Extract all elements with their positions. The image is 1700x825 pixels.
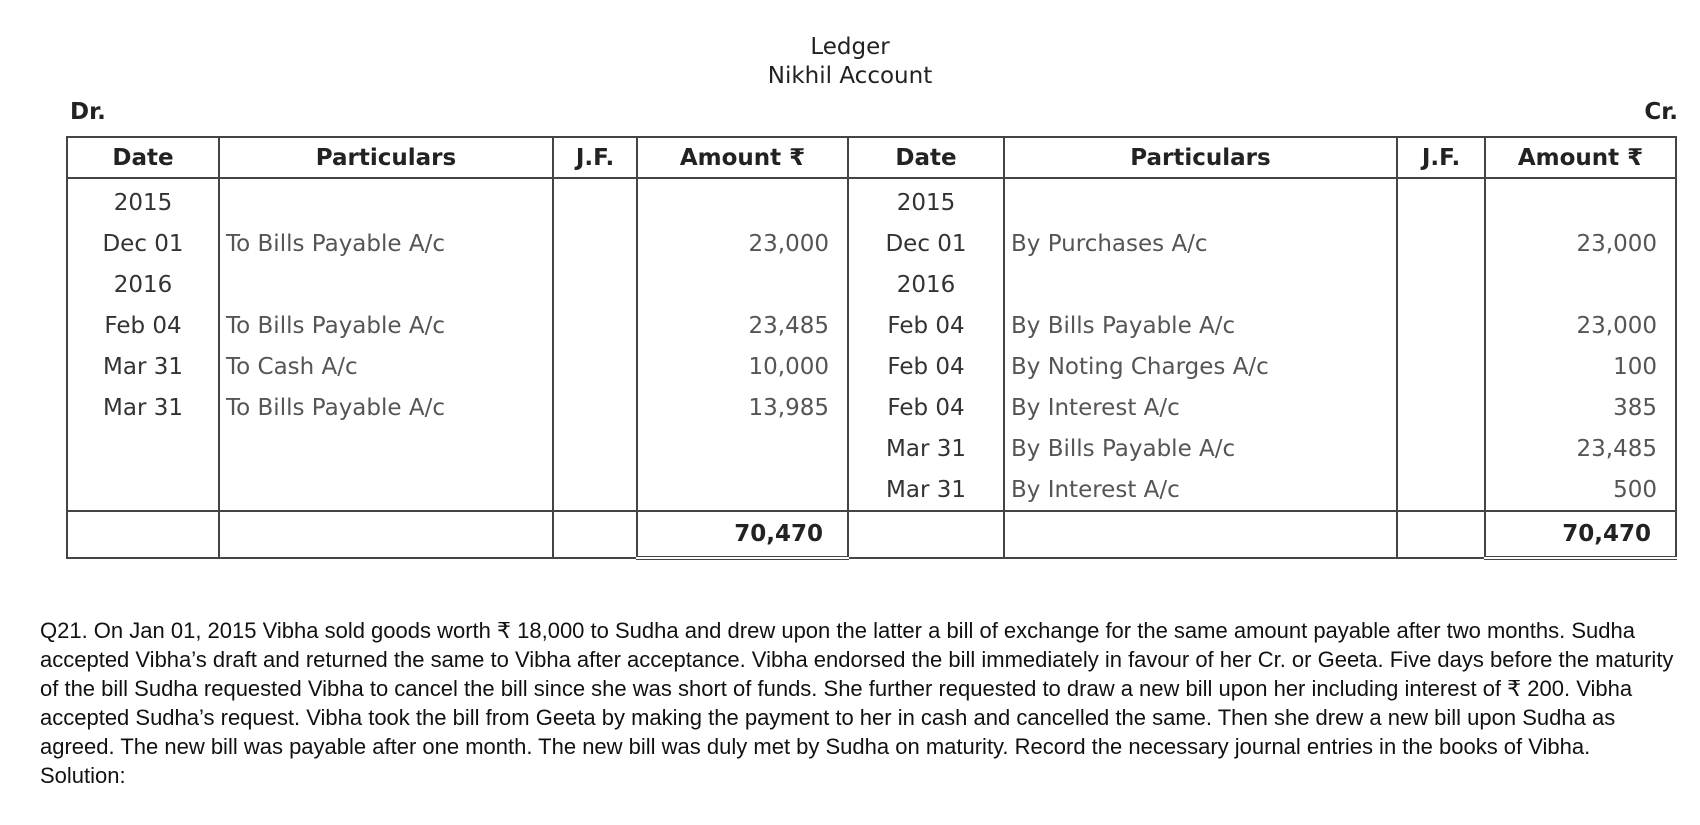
debit-total: 70,470 [637,511,848,558]
cr-amount-cell: 385 [1485,387,1676,428]
cr-date-cell: Mar 31 [848,428,1004,469]
cr-jf-cell [1397,346,1485,387]
dr-jf-cell [553,469,637,511]
dr-particulars-cell: To Bills Payable A/c [219,223,553,264]
cr-date-cell: Mar 31 [848,469,1004,511]
dr-particulars-cell [219,469,553,511]
cr-jf-cell [1397,305,1485,346]
dr-particulars-cell [219,178,553,223]
dr-amount-cell: 23,000 [637,223,848,264]
cr-particulars-cell: By Noting Charges A/c [1004,346,1397,387]
dr-amount-cell: 23,485 [637,305,848,346]
cr-particulars-cell: By Interest A/c [1004,387,1397,428]
dr-jf-cell [553,305,637,346]
ledger-row [67,346,1676,387]
cr-date-cell: Feb 04 [848,305,1004,346]
cr-date-cell: 2016 [848,264,1004,305]
cr-particulars-cell [1004,264,1397,305]
cr-amount-cell: 23,000 [1485,223,1676,264]
total-cell-empty [1397,511,1485,558]
column-header-cr-jf: J.F. [1397,137,1485,178]
total-cell-empty [848,511,1004,558]
ledger-title: Ledger [810,34,890,60]
cr-date-cell: Feb 04 [848,346,1004,387]
cr-amount-cell: 23,485 [1485,428,1676,469]
credit-side-label: Cr. [1644,99,1678,125]
dr-particulars-cell: To Cash A/c [219,346,553,387]
question-block [40,616,1680,790]
cr-particulars-cell: By Purchases A/c [1004,223,1397,264]
dr-date-cell: Mar 31 [67,346,219,387]
cr-date-cell: 2015 [848,178,1004,223]
dr-amount-cell [637,178,848,223]
cr-amount-cell: 500 [1485,469,1676,511]
solution-label: Solution: [40,763,126,788]
dr-jf-cell [553,346,637,387]
dr-jf-cell [553,264,637,305]
dr-date-cell: 2016 [67,264,219,305]
cr-amount-cell: 23,000 [1485,305,1676,346]
ledger-row [67,469,1676,511]
ledger-row [67,387,1676,428]
dr-date-cell: 2015 [67,178,219,223]
ledger-row [67,264,1676,305]
ledger-row [67,428,1676,469]
column-header-dr-date: Date [67,137,219,178]
ledger-row [67,305,1676,346]
cr-jf-cell [1397,178,1485,223]
dr-particulars-cell: To Bills Payable A/c [219,305,553,346]
cr-jf-cell [1397,469,1485,511]
dr-jf-cell [553,387,637,428]
total-cell-empty [1004,511,1397,558]
cr-amount-cell: 100 [1485,346,1676,387]
cr-date-cell: Feb 04 [848,387,1004,428]
dr-date-cell [67,469,219,511]
ledger-row [67,178,1676,223]
cr-amount-cell [1485,264,1676,305]
dr-particulars-cell [219,428,553,469]
cr-jf-cell [1397,264,1485,305]
column-header-dr-amount: Amount ₹ [637,137,848,178]
credit-total: 70,470 [1485,511,1676,558]
cr-amount-cell [1485,178,1676,223]
question-text: Q21. On Jan 01, 2015 Vibha sold goods worth ₹ 18,000 to Sudha and drew upon the latter a bill of exchange for the same amount payable after two months. Sudha accepted Vibha’s draft and returned the same to Vibha after acceptance. Vibha endorsed the bill immediately in favour of her Cr. or Geeta. Five days before the maturity of the bill Sudha requested Vibha to cancel the bill since she was short of funds. She further requested to draw a new bill upon her including interest of ₹ 200. Vibha accepted Sudha’s request. Vibha took the bill from Geeta by making the payment to her in cash and cancelled the same. Then she drew a new bill upon Sudha as agreed. The new bill was payable after one month. The new bill was duly met by Sudha on maturity. Record the necessary journal entries in the books of Vibha. [40,618,1674,759]
debit-side-label: Dr. [70,99,106,125]
column-header-dr-particulars: Particulars [219,137,553,178]
account-name: Nikhil Account [767,63,933,89]
cr-jf-cell [1397,223,1485,264]
dr-amount-cell [637,469,848,511]
cr-date-cell: Dec 01 [848,223,1004,264]
dr-particulars-cell [219,264,553,305]
ledger-row [67,223,1676,264]
total-cell-empty [553,511,637,558]
dr-particulars-cell: To Bills Payable A/c [219,387,553,428]
cr-jf-cell [1397,387,1485,428]
column-header-dr-jf: J.F. [553,137,637,178]
dr-amount-cell: 13,985 [637,387,848,428]
dr-amount-cell: 10,000 [637,346,848,387]
total-cell-empty [219,511,553,558]
cr-particulars-cell [1004,178,1397,223]
total-cell-empty [67,511,219,558]
dr-date-cell: Feb 04 [67,305,219,346]
dr-jf-cell [553,223,637,264]
cr-particulars-cell: By Bills Payable A/c [1004,428,1397,469]
cr-particulars-cell: By Interest A/c [1004,469,1397,511]
dr-amount-cell [637,428,848,469]
totals-row [67,511,1676,558]
cr-particulars-cell: By Bills Payable A/c [1004,305,1397,346]
cr-jf-cell [1397,428,1485,469]
header-row [67,137,1676,178]
dr-jf-cell [553,178,637,223]
column-header-cr-amount: Amount ₹ [1485,137,1676,178]
dr-date-cell: Mar 31 [67,387,219,428]
column-header-cr-particulars: Particulars [1004,137,1397,178]
dr-date-cell [67,428,219,469]
column-header-cr-date: Date [848,137,1004,178]
dr-jf-cell [553,428,637,469]
ledger-table [66,136,1677,560]
dr-amount-cell [637,264,848,305]
dr-date-cell: Dec 01 [67,223,219,264]
